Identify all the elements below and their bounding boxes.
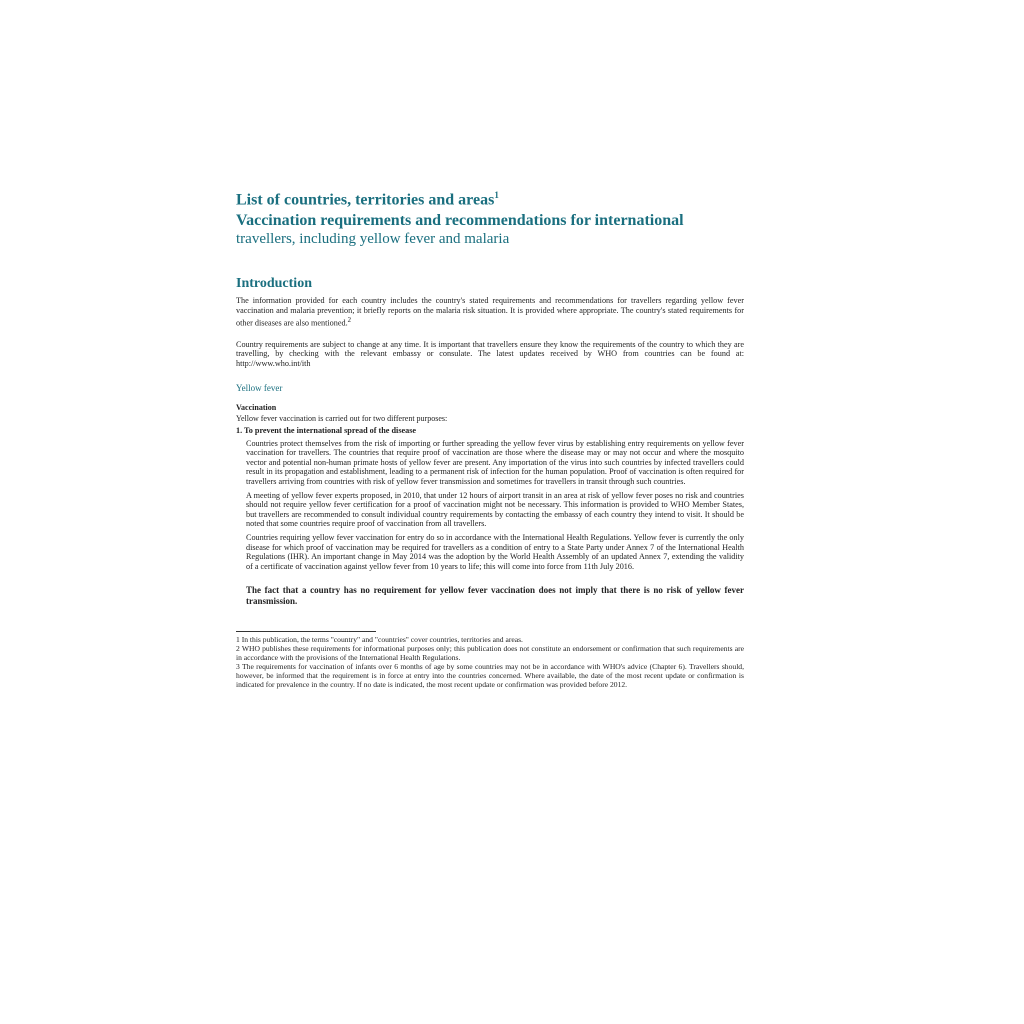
purpose-1-body: [236, 439, 744, 572]
footnote-3: 3 The requirements for vaccination of infants over 6 months of age by some countries may not be in accordance with WHO's advice (Chapter 6). Travellers should, however, be informed that the requirement is in force at entry into the countries concerned. Where available, the date of the most recent update or confirmation is indicated for prevalence in the country. If no date is indicated, the most recent update or confirmation was provided before 2012.: [236, 662, 744, 690]
yellow-fever-paragraph-3: Countries requiring yellow fever vaccination for entry do so in accordance with the International Health Regulations. Yellow fever is currently the only disease for which proof of vaccination may be required for travellers as a condition of entry to a State Party under Annex 7 of the International Health Regulations (IHR). An important change in May 2014 was the adoption by the World Health Assembly of an updated Annex 7, extending the validity of a certificate of vaccination against yellow fever from 10 years to life; this will come into force from 11th July 2016.: [246, 532, 744, 571]
title-line-1: List of countries, territories and areas: [236, 191, 495, 209]
yellow-fever-heading: Yellow fever: [236, 382, 283, 393]
footnote-1: 1 In this publication, the terms "country" and "countries" cover countries, territories and areas.: [236, 635, 523, 645]
document-title: [236, 186, 744, 209]
document-page: [236, 186, 744, 689]
yellow-fever-note: The fact that a country has no requirement for yellow fever vaccination does not imply that there is no risk of yellow fever transmission.: [246, 585, 744, 607]
yellow-fever-paragraph-2: A meeting of yellow fever experts proposed, in 2010, that under 12 hours of airport transit in an area at risk of yellow fever poses no risk and countries should not require yellow fever certification for a proof of vaccination might not be necessary. This information is provided to WHO Member States, but travellers are recommended to consult individual country requirements by contacting the embassy of each country they intend to visit. It should be noted that some countries require proof of vaccination from all travellers.: [246, 490, 744, 529]
intro-paragraph-1: [236, 296, 744, 328]
document-subtitle-line-2: travellers, including yellow fever and malaria: [236, 231, 510, 248]
purpose-1-heading: 1. To prevent the international spread of the disease: [236, 425, 417, 435]
vaccination-label: Vaccination: [236, 402, 277, 412]
introduction-heading: Introduction: [236, 276, 312, 292]
intro-paragraph-1-text: The information provided for each country includes the country's stated requirements and recommendations for travellers regarding yellow fever vaccination and malaria prevention; it briefly reports on the malaria risk situation. It is provided where appropriate. The country's stated requirements for other diseases are also mentioned.: [236, 296, 744, 328]
footnote-divider: [236, 631, 376, 632]
document-subtitle: Vaccination requirements and recommendations for international: [236, 212, 684, 230]
footnotes: [236, 631, 744, 689]
intro-paragraph-2: Country requirements are subject to change at any time. It is important that travellers ensure they know the requirements of the country to which they are travelling, by checking with the relevant embassy or consulate. The latest updates received by WHO from countries can be found at: http://www.who.int/ith: [236, 339, 744, 369]
intro-footnote-marker: 2: [347, 316, 352, 324]
vaccination-text: Yellow fever vaccination is carried out for two different purposes:: [236, 413, 448, 423]
yellow-fever-paragraph-1: Countries protect themselves from the risk of importing or further spreading the yellow fever virus by establishing entry requirements on yellow fever vaccination for travellers. The countries that require proof of vaccination are those where the disease may or may not occur and where the mosquito vector and potential non-human primate hosts of yellow fever are present. Any importation of the virus into such countries by infected travellers could result in its propagation and establishment, leading to a permanent risk of infection for the human population. Proof of vaccination is often required for travellers arriving from countries with risk of yellow fever transmission and sometimes for travellers in transit through such countries.: [246, 438, 744, 486]
footnote-2: 2 WHO publishes these requirements for informational purposes only; this publication does not constitute an endorsement or confirmation that such requirements are in accordance with the provisions of the International Health Regulations.: [236, 644, 744, 663]
title-footnote-marker: 1: [494, 190, 499, 200]
